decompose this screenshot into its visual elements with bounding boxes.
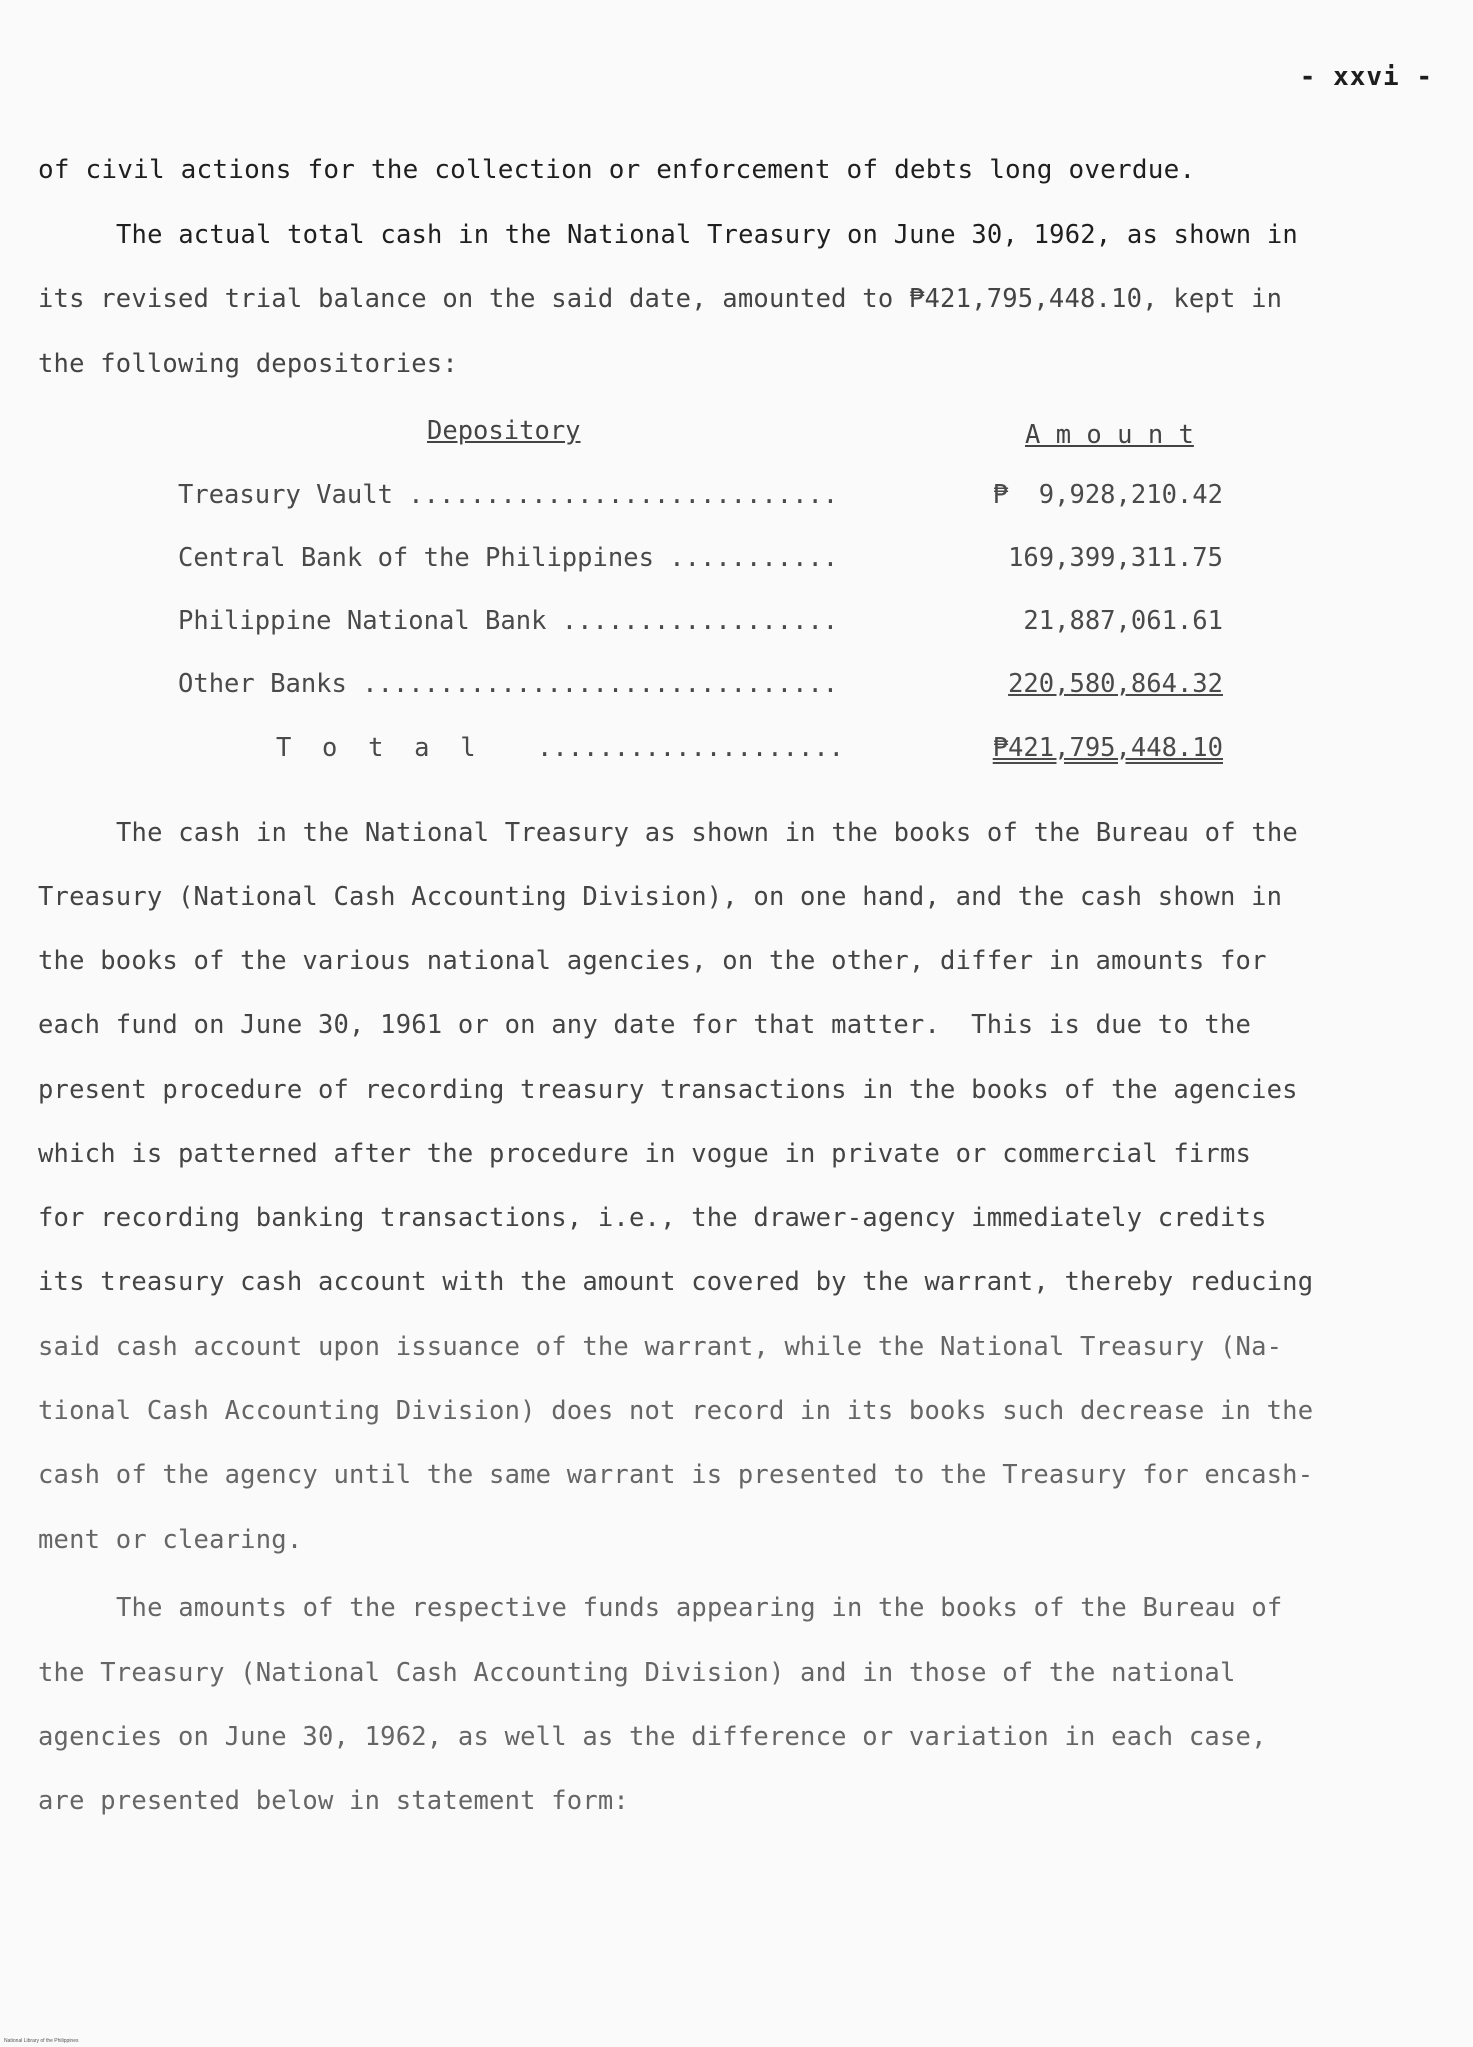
paragraph-2-line: the following depositories: [38,349,458,379]
paragraph-2-line: its revised trial balance on the said date, amounted to ₱421,795,448.10, kept in [38,284,1283,314]
paragraph-2-line: The actual total cash in the National Treasury on June 30, 1962, as shown in [116,220,1298,250]
depository-row [178,606,1223,640]
depository-amount: 21,887,061.61 [1023,606,1223,636]
paragraph-4-line: The amounts of the respective funds appearing in the books of the Bureau of [116,1593,1283,1623]
depository-amount: 220,580,864.32 [1008,669,1223,699]
paragraph-3-line: the books of the various national agencies, on the other, differ in amounts for [38,946,1267,976]
paragraph-3-line: The cash in the National Treasury as shown in the books of the Bureau of the [116,818,1298,848]
paragraph-3-line: said cash account upon issuance of the warrant, while the National Treasury (Na- [38,1332,1283,1362]
paragraph-3-line: tional Cash Accounting Division) does not record in its books such decrease in the [38,1396,1314,1426]
paragraph-3-line: present procedure of recording treasury transactions in the books of the agencies [38,1075,1298,1105]
paragraph-3-line: cash of the agency until the same warrant is presented to the Treasury for encash- [38,1460,1314,1490]
amount-column-header: A m o u n t [1025,420,1194,450]
total-label: T o t a l .................... [276,733,845,763]
depository-name: Central Bank of the Philippines ........... [178,543,839,573]
depository-row [178,543,1223,577]
paragraph-4-line: the Treasury (National Cash Accounting Division) and in those of the national [38,1658,1236,1688]
paragraph-3-line: ment or clearing. [38,1525,303,1555]
total-amount: ₱421,795,448.10 [992,733,1223,763]
paragraph-4-line: agencies on June 30, 1962, as well as the difference or variation in each case, [38,1722,1267,1752]
paragraph-3-line: its treasury cash account with the amount covered by the warrant, thereby reducing [38,1267,1314,1297]
depository-amount: ₱ 9,928,210.42 [992,480,1223,510]
paragraph-3-line: Treasury (National Cash Accounting Division), on one hand, and the cash shown in [38,882,1283,912]
depository-column-header: Depository [427,416,581,446]
paragraph-1-line: of civil actions for the collection or enforcement of debts long overdue. [38,155,1196,185]
paragraph-3-line: for recording banking transactions, i.e., the drawer-agency immediately credits [38,1203,1267,1233]
archive-footer: National Library of the Philippines [4,2038,79,2044]
page-number: - xxvi - [1299,62,1433,92]
paragraph-4-line: are presented below in statement form: [38,1786,629,1816]
depository-name: Other Banks ............................... [178,669,839,699]
depository-name: Treasury Vault ............................ [178,480,839,510]
depository-row [178,669,1223,703]
total-row [178,733,1223,767]
paragraph-3-line: each fund on June 30, 1961 or on any date for that matter. This is due to the [38,1010,1252,1040]
paragraph-3-line: which is patterned after the procedure in vogue in private or commercial firms [38,1139,1252,1169]
depository-row [178,480,1223,514]
depository-amount: 169,399,311.75 [1008,543,1223,573]
depository-name: Philippine National Bank .................. [178,606,839,636]
